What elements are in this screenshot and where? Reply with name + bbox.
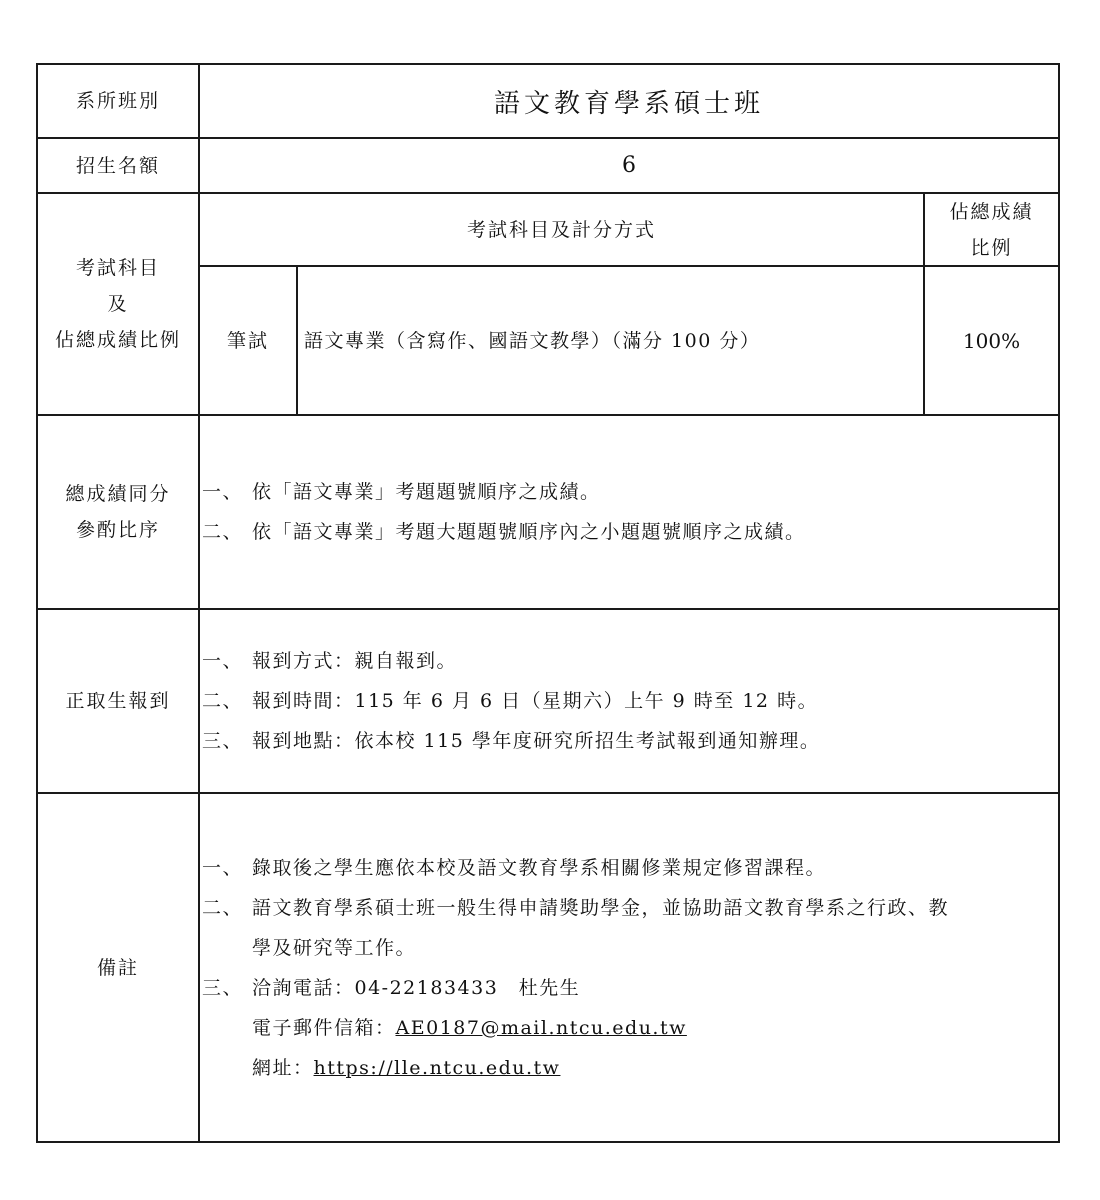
list-item [202,681,818,721]
tiebreak-content [200,416,1058,608]
exam-subject-header: 考試科目及計分方式 [466,218,656,241]
website-link[interactable]: https://lle.ntcu.edu.tw [313,1056,561,1079]
list-item-text: 報到方式：親自報到。 [252,650,458,672]
list-item-marker: 二、 [202,690,244,712]
list-item [202,641,457,681]
contact-phone: 洽詢電話：04-22183433 杜先生 [252,976,581,999]
list-item-marker: 一、 [202,650,244,672]
exam-label [38,194,198,414]
email-link[interactable]: AE0187@mail.ntcu.edu.tw [395,1016,687,1039]
list-item [202,721,820,761]
list-item-continuation: 學及研究等工作。 [252,936,417,959]
department-label: 系所班別 [75,90,160,112]
list-item [202,888,949,928]
list-item-marker: 一、 [202,856,244,879]
list-item-marker: 三、 [202,976,244,999]
quota-value: 6 [622,153,636,178]
exam-label-line1: 考試科目 [75,257,160,279]
remarks-list [202,848,1058,1088]
quota-label: 招生名額 [75,154,160,177]
exam-label-line2: 及 [107,293,129,315]
registration-list [202,641,1058,761]
list-item-marker: 二、 [202,896,244,919]
exam-label-line3: 佔總成績比例 [54,329,181,351]
tiebreak-list [202,472,1058,552]
admission-table [36,63,1060,1143]
exam-subject: 語文專業（含寫作、國語文教學）（滿分 100 分） [304,329,761,352]
list-item-text: 語文教育學系碩士班一般生得申請獎助學金，並協助語文教育學系之行政、教 [252,896,950,919]
list-item-text: 錄取後之學生應依本校及語文教育學系相關修業規定修習課程。 [252,856,827,879]
list-item-text: 報到時間：115 年 6 月 6 日（星期六）上午 9 時至 12 時。 [252,690,819,712]
remarks-content [200,794,1058,1141]
list-item-marker: 一、 [202,481,244,503]
tiebreak-label [38,416,198,608]
registration-label: 正取生報到 [65,690,171,712]
list-item-marker: 三、 [202,730,244,752]
exam-ratio-header [925,194,1058,265]
department-value: 語文教育學系碩士班 [493,88,764,119]
list-item-marker: 二、 [202,521,244,543]
website-label: 網址： [252,1056,314,1079]
exam-ratio: 100% [962,328,1021,353]
list-item-text: 依「語文專業」考題大題題號順序內之小題題號順序之成績。 [252,521,806,543]
remarks-label: 備註 [96,956,139,979]
exam-ratio-header-line1: 佔總成績 [949,200,1034,223]
list-item [202,968,580,1008]
email-label: 電子郵件信箱： [252,1016,396,1039]
list-item-text: 依「語文專業」考題題號順序之成績。 [252,481,601,503]
exam-ratio-header-line2: 比例 [970,236,1013,259]
list-item [202,512,806,552]
tiebreak-label-line1: 總成績同分 [65,483,171,505]
list-item [202,472,601,512]
registration-content [200,610,1058,792]
contact-website-line [202,1048,560,1088]
tiebreak-label-line2: 參酌比序 [75,519,160,541]
list-item-text: 報到地點：依本校 115 學年度研究所招生考試報到通知辦理。 [252,730,821,752]
exam-type: 筆試 [226,329,269,352]
contact-email-line [202,1008,687,1048]
list-item [202,848,826,888]
